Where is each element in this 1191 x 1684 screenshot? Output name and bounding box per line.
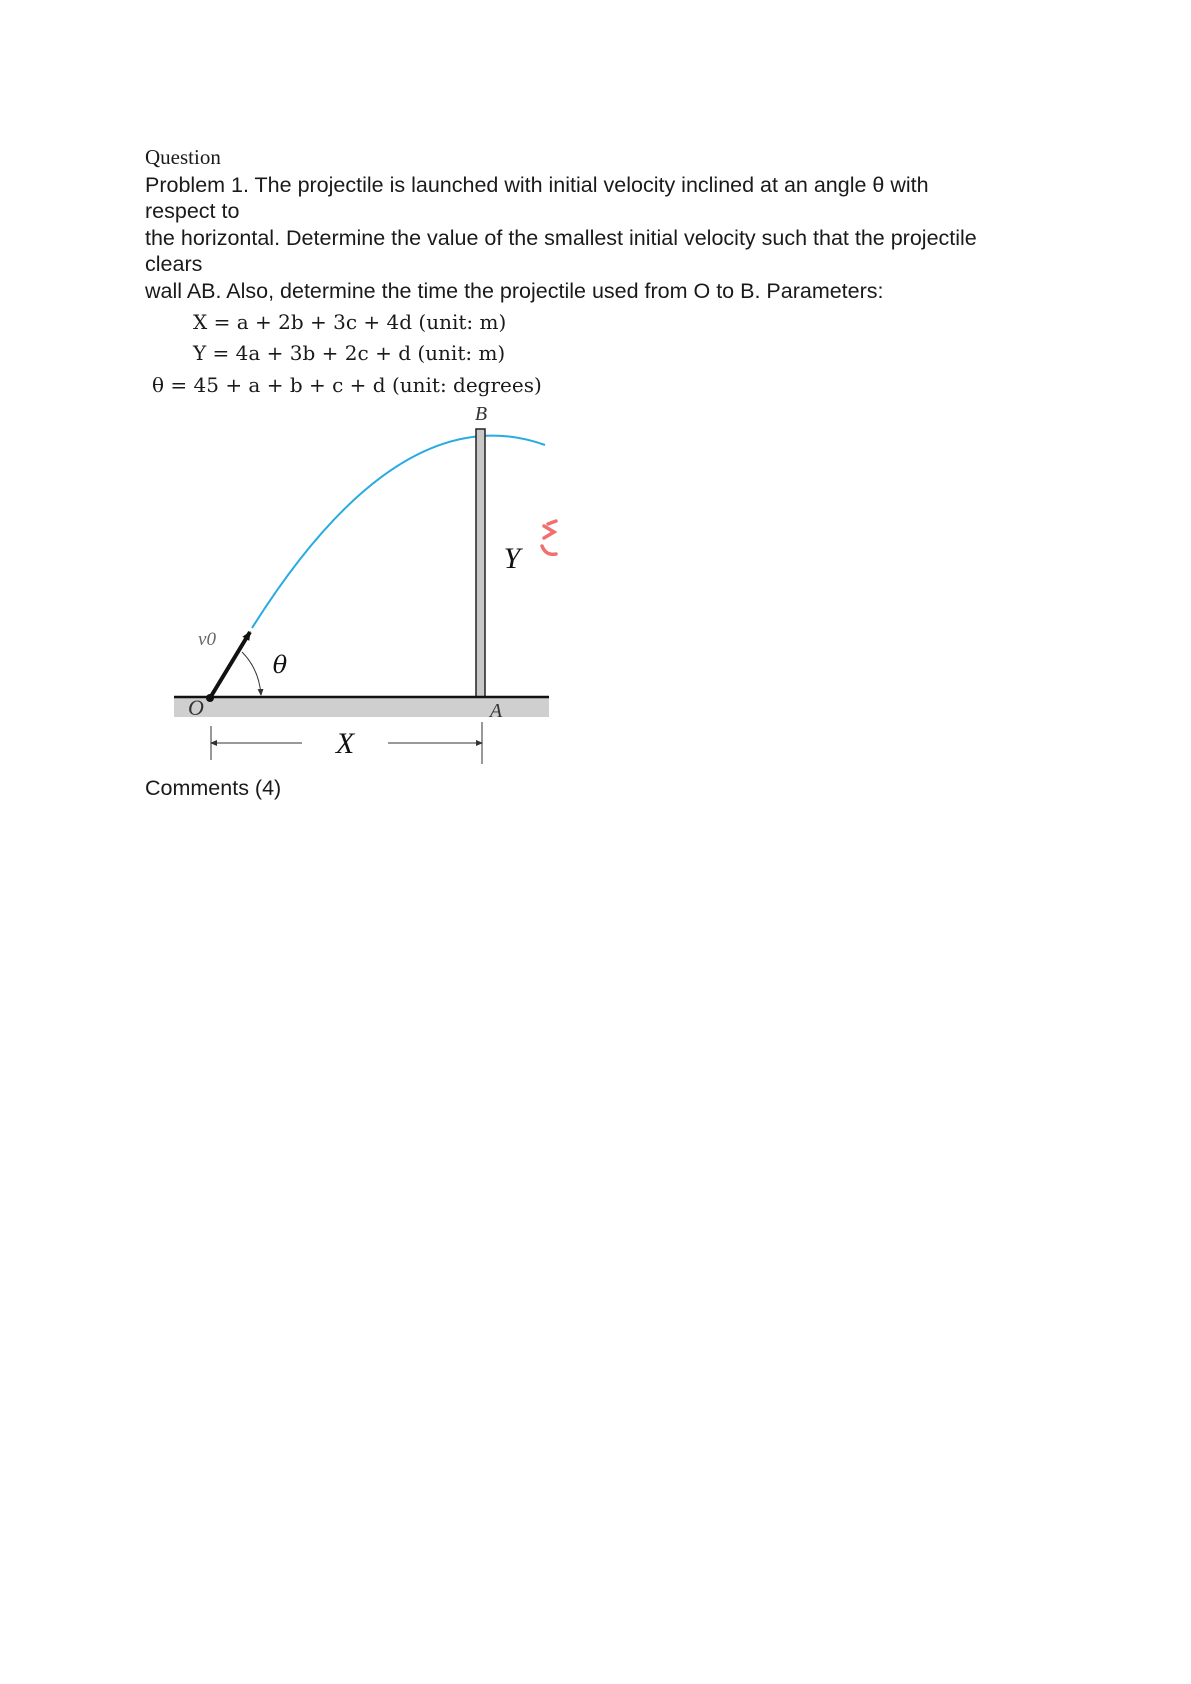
problem-line-1: Problem 1. The projectile is launched with initial velocity inclined at an angle θ with [145,173,929,197]
projectile-diagram [160,392,580,772]
problem-line-5: wall AB. Also, determine the time the projectile used from O to B. Parameters: [145,279,884,303]
label-a: A [489,700,503,722]
problem-line-4: clears [145,252,203,276]
equation-x: X = a + 2b + 3c + 4d (unit: m) [193,310,507,334]
trajectory-curve [252,436,545,628]
label-theta: θ [272,651,288,679]
label-b: B [474,403,488,425]
equation-y: Y = 4a + 3b + 2c + d (unit: m) [193,341,506,365]
problem-line-2: respect to [145,199,240,223]
label-y: Y [503,542,521,575]
label-x: X [335,727,355,760]
question-heading: Question [145,145,221,169]
label-v0: v0 [198,629,216,650]
wall-ab [476,429,485,697]
comments-label[interactable]: Comments (4) [145,776,282,800]
label-o: O [188,695,204,720]
origin-point [206,694,214,702]
theta-arc [242,652,261,695]
problem-line-3: the horizontal. Determine the value of the smallest initial velocity such that the projectile [145,226,977,250]
stamp-fragment [542,521,556,554]
v0-arrow [210,632,250,698]
equation-theta: θ = 45 + a + b + c + d (unit: degrees) [152,373,542,397]
